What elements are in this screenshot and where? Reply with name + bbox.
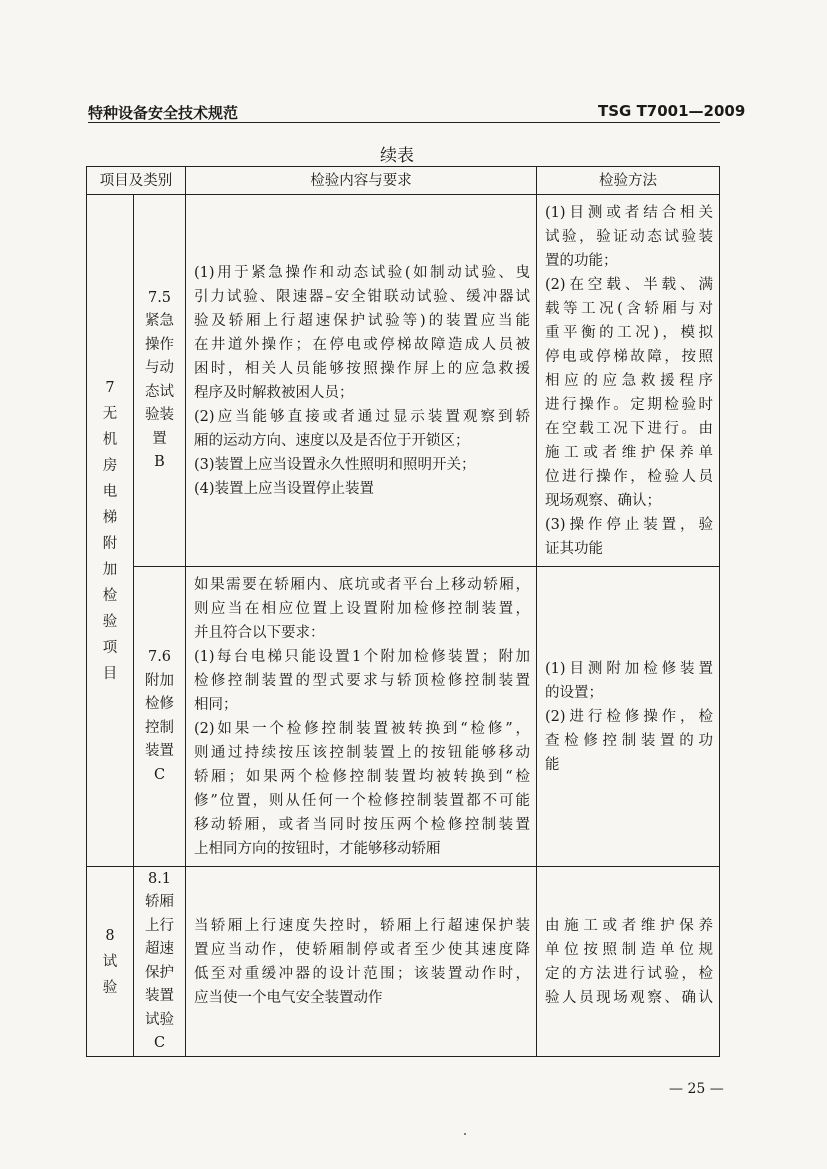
content-cell xyxy=(186,567,537,867)
inspection-table xyxy=(86,166,720,1057)
table-row xyxy=(87,567,720,867)
table-header-row xyxy=(87,167,720,195)
content-cell xyxy=(186,195,537,567)
category-label: 7 无 机 房 电 梯 附 加 检 验 项 目 xyxy=(102,379,118,682)
content-text: 当轿厢上行速度失控时，轿厢上行超速保护装 置应当动作，使轿厢制停或者至少使其速度降 低至对重缓冲器的设计范围；该装置动作时， 应当使一个电气安全装置动作 xyxy=(194,917,530,1006)
category-label: 8 试 验 xyxy=(102,927,118,996)
method-cell xyxy=(537,567,720,867)
method-text: (1)目测或者结合相关 试验，验证动态试验装 置的功能； (2)在空载、半载、满 载等工况(含轿厢与对 重平衡的工况)，模拟 停电或停梯故障，按照 相应的应急救援程序 进行操作。定期检验时 在空载工况下进行。由 施工或者维护保养单 位进行操作，检验人员 现场观察、确认； (3)操作停止装置，验 证其功能 xyxy=(545,204,713,557)
scan-speck xyxy=(464,1133,466,1135)
page-number: — 25 — xyxy=(669,1081,724,1097)
content-text: (1)用于紧急操作和动态试验(如制动试验、曳 引力试验、限速器–安全钳联动试验、缓冲器试 验及轿厢上行超速保护试验等)的装置应当能 在井道外操作；在停电或停梯故障造成人员被 困时，相关人员能够按照操作屏上的应急救援 程序及时解救被困人员； (2)应当能够直接或者通过显示装置观察到轿 厢的运动方向、速度以及是否位于开锁区； (3)装置上应当设置永久性照明和照明开关； (4)装置上应当设置停止装置 xyxy=(194,264,530,497)
header-item-category: 项目及类别 xyxy=(87,167,186,195)
item-cell xyxy=(134,195,186,567)
item-label: 7.5 紧急 操作 与动 态试 验装 置 B xyxy=(145,289,174,470)
item-label: 8.1 轿厢 上行 超速 保护 装置 试验 C xyxy=(145,870,174,1051)
table-row xyxy=(87,867,720,1057)
item-cell xyxy=(134,567,186,867)
table-caption: 续表 xyxy=(380,146,414,166)
category-cell xyxy=(87,195,134,867)
header-content-requirements: 检验内容与要求 xyxy=(186,167,537,195)
method-text: (1)目测附加检修装置 的设置； (2)进行检修操作，检 查检修控制装置的功 能 xyxy=(545,660,713,773)
method-text: 由施工或者维护保养 单位按照制造单位规 定的方法进行试验，检 验人员现场观察、确认 xyxy=(545,917,713,1006)
content-text: 如果需要在轿厢内、底坑或者平台上移动轿厢， 则应当在相应位置上设置附加检修控制装置， 并且符合以下要求： (1)每台电梯只能设置1个附加检修装置；附加 检修控制装置的型式要求与轿顶检修控制装置 相同； (2)如果一个检修控制装置被转换到“检修”， 则通过持续按压该控制装置上的按钮能够移动 轿厢；如果两个检修控制装置均被转换到“检 修”位置，则从任何一个检修控制装置都不可能 移动轿厢，或者当同时按压两个检修控制装置 上相同方向的按钮时，才能够移动轿厢 xyxy=(194,576,530,857)
method-cell xyxy=(537,195,720,567)
item-cell xyxy=(134,867,186,1057)
header-rule xyxy=(88,122,720,123)
category-cell xyxy=(87,867,134,1057)
header-spec-title: 特种设备安全技术规范 xyxy=(88,104,239,122)
content-cell xyxy=(186,867,537,1057)
method-cell xyxy=(537,867,720,1057)
header-inspection-method: 检验方法 xyxy=(537,167,720,195)
item-label: 7.6 附加 检修 控制 装置 C xyxy=(145,649,174,783)
header-standard-code: TSG T7001—2009 xyxy=(598,102,746,120)
table-row xyxy=(87,195,720,567)
